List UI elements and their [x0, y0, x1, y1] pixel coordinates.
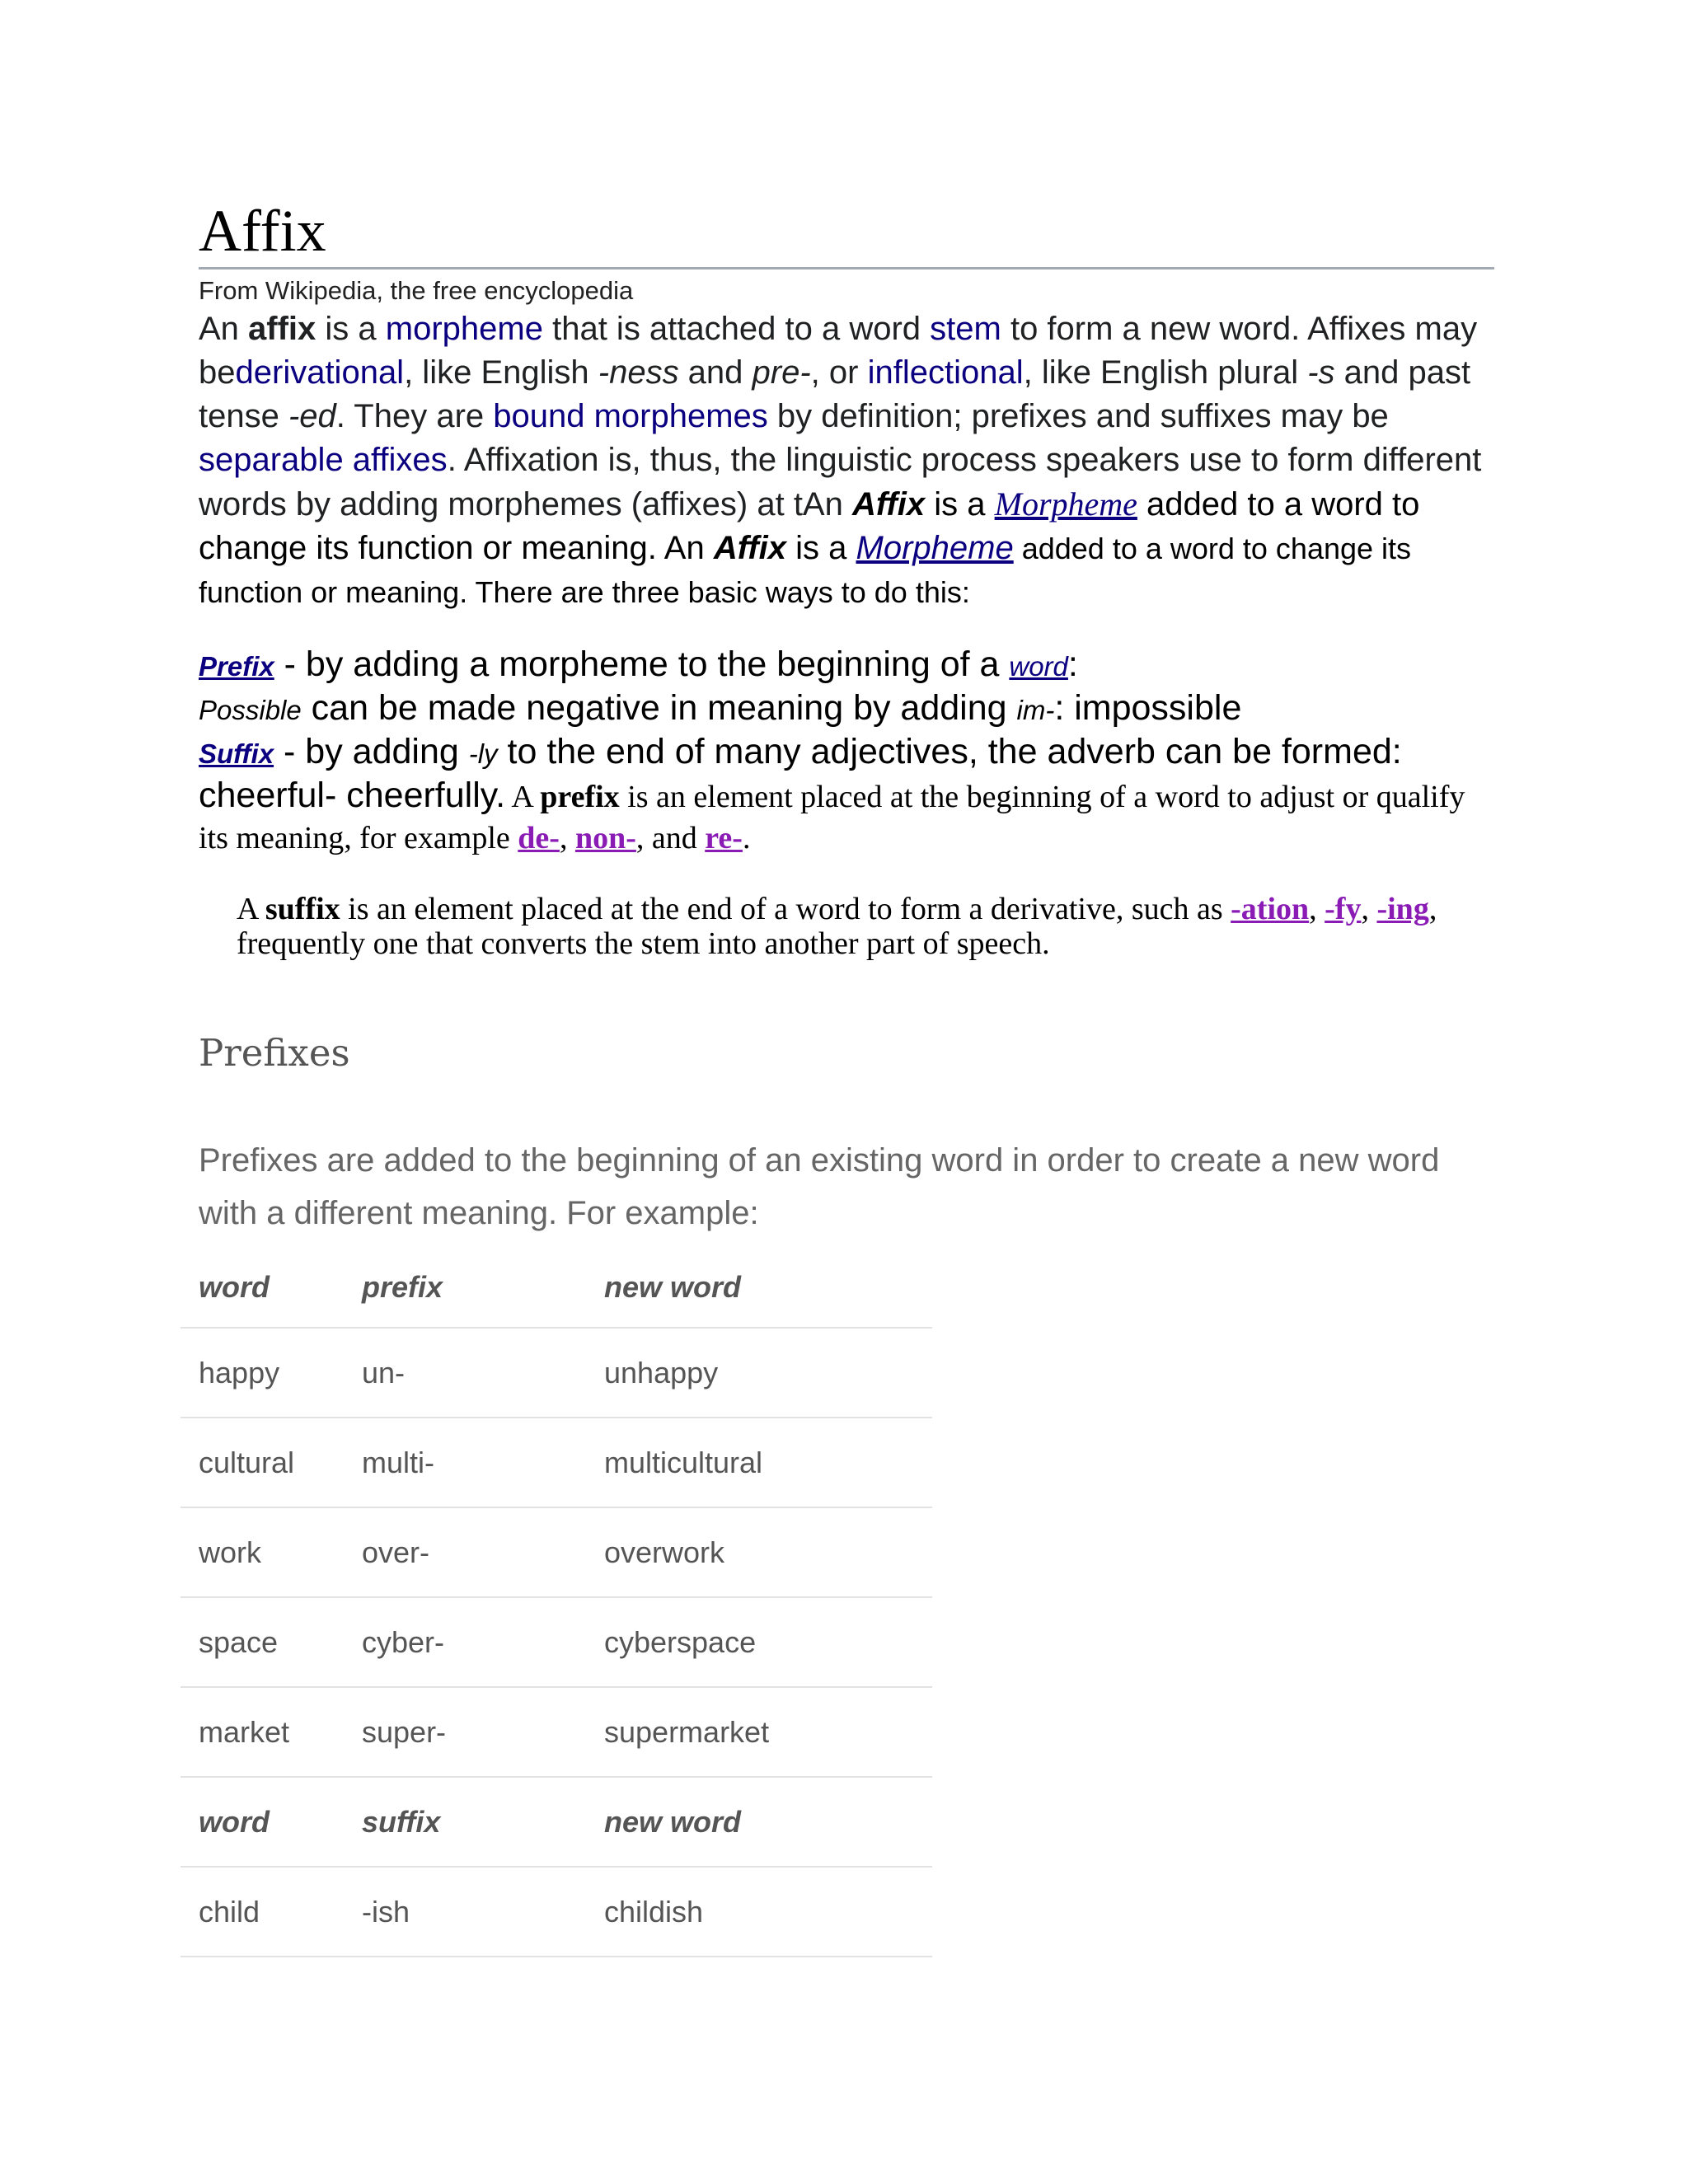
table-cell: child	[181, 1867, 344, 1957]
table-cell: word	[181, 1777, 344, 1867]
link-morpheme-3[interactable]	[856, 530, 1014, 566]
prefix-line-colon: :	[1067, 644, 1078, 684]
link-fy[interactable]: -fy	[1325, 892, 1362, 926]
intro-text: added to a word to change its function or meaning. There are three basic ways to do this:	[199, 532, 1412, 609]
table-cell: multi-	[344, 1418, 586, 1507]
prefix-def-bold: prefix	[540, 780, 620, 814]
table-cell: new word	[586, 1777, 932, 1867]
suffix-def-text: ,	[1309, 892, 1325, 926]
suffix-def-bold: suffix	[265, 892, 340, 926]
suffix-line	[199, 731, 1494, 857]
intro-text: is a	[786, 530, 856, 566]
table-cell: word	[181, 1248, 344, 1328]
tagline: From Wikipedia, the free encyclopedia	[199, 276, 634, 305]
intro-text: added to a word to change its function or meaning. An	[199, 486, 1420, 566]
link-word[interactable]	[1009, 651, 1068, 682]
table-cell: new word	[586, 1248, 932, 1328]
link-prefix[interactable]	[199, 651, 274, 682]
table-cell: unhappy	[586, 1328, 932, 1418]
ly-italic: -ly	[468, 738, 498, 769]
affix-ways	[199, 644, 1494, 857]
table-header-row	[181, 1248, 932, 1328]
possible-italic: Possible	[199, 695, 302, 725]
intro-text: that is attached to a word	[542, 311, 931, 347]
intro-text: to form a new word. Affixes may be	[199, 311, 1478, 391]
link-ation[interactable]: -ation	[1231, 892, 1310, 926]
article	[199, 194, 1494, 1929]
table-cell: multicultural	[586, 1418, 932, 1507]
prefix-def-text: , and	[635, 821, 706, 855]
page-title: Affix	[199, 194, 1494, 269]
intro-text: . Affixation is, thus, the linguistic process speakers use to form different words by adding morphemes (affixes) at tAn	[199, 442, 1482, 523]
intro-text: and past tense	[199, 354, 1471, 434]
link-suffix[interactable]	[199, 738, 274, 769]
link-suffix-label: Suffix	[199, 738, 274, 769]
table-cell: space	[181, 1597, 344, 1687]
table-cell: overwork	[586, 1507, 932, 1597]
prefix-def-text: .	[742, 821, 751, 855]
table-cell: happy	[181, 1328, 344, 1418]
section-heading-prefixes: Prefixes	[199, 1031, 350, 1075]
link-non[interactable]: non-	[574, 821, 636, 855]
intro-text: , like English	[404, 354, 598, 391]
link-morpheme-2[interactable]: Morpheme	[994, 485, 1137, 523]
table-row	[181, 1687, 932, 1777]
link-bound-morphemes[interactable]: bound morphemes	[493, 398, 768, 434]
prefix-def-text: A	[505, 780, 541, 814]
prefix-line-text: - by adding a morpheme to the beginning of a	[274, 644, 1010, 684]
table-cell: -ish	[344, 1867, 586, 1957]
intro-paragraph	[199, 307, 1494, 614]
intro-text: is a	[316, 311, 386, 347]
possible-line-text: can be made negative in meaning by adding	[301, 688, 1017, 728]
table-cell: un-	[344, 1328, 586, 1418]
prefix-def-text: ,	[559, 821, 575, 855]
table-cell: work	[181, 1507, 344, 1597]
intro-text: is a	[925, 486, 995, 523]
link-morpheme-3-label: Morpheme	[856, 530, 1014, 566]
prefixes-lead: Prefixes are added to the beginning of an existing word in order to create a new word with a different meaning. For example:	[199, 1142, 1440, 1231]
prefix-table	[181, 1248, 932, 1957]
table-cell: over-	[344, 1507, 586, 1597]
intro-text: , like English plural	[1023, 354, 1308, 391]
link-word-label: word	[1009, 651, 1068, 682]
intro-bold-italic-affix: Affix	[713, 530, 787, 566]
prefix-line	[199, 644, 1494, 687]
table-cell: market	[181, 1687, 344, 1777]
suffix-def-text: is an element placed at the end of a word to form a derivative, such as	[340, 892, 1231, 926]
intro-bold-italic-affix: Affix	[851, 486, 926, 523]
suffix-line-text: - by adding	[274, 732, 469, 771]
intro-text: . They are	[335, 398, 494, 434]
suffix-definition	[237, 892, 1494, 961]
intro-italic: -ness	[598, 354, 679, 391]
intro-text: , or	[810, 354, 868, 391]
intro-bold-affix: affix	[248, 311, 316, 347]
table-row	[181, 1328, 932, 1418]
link-re[interactable]: re-	[705, 821, 743, 855]
intro-text: by definition; prefixes and suffixes may be	[767, 398, 1389, 434]
table-cell: cyberspace	[586, 1597, 932, 1687]
table-row	[181, 1597, 932, 1687]
intro-italic: -s	[1307, 354, 1335, 391]
link-derivational[interactable]: derivational	[235, 354, 405, 391]
table-cell: cyber-	[344, 1597, 586, 1687]
table-row	[181, 1418, 932, 1507]
intro-text: An	[199, 311, 249, 347]
table-row	[181, 1867, 932, 1957]
link-de[interactable]: de-	[518, 821, 560, 855]
link-prefix-label: Prefix	[199, 651, 274, 682]
im-italic: im-	[1016, 695, 1055, 725]
suffix-def-text: , frequently one that converts the stem into another part of speech.	[237, 892, 1437, 961]
intro-text: and	[678, 354, 753, 391]
link-stem[interactable]: stem	[930, 311, 1001, 347]
suffix-def-text: A	[237, 892, 265, 926]
link-ing[interactable]: -ing	[1376, 892, 1429, 926]
link-inflectional[interactable]: inflectional	[867, 354, 1024, 391]
prefix-def-text: is an element placed at the beginning of a word to adjust or qualify its meaning, for example	[199, 780, 1465, 855]
table-cell: cultural	[181, 1418, 344, 1507]
intro-italic: -ed	[288, 398, 336, 434]
table-cell: prefix	[344, 1248, 586, 1328]
link-separable-affixes[interactable]: separable affixes	[199, 442, 448, 478]
table-row	[181, 1507, 932, 1597]
link-morpheme[interactable]: morpheme	[385, 311, 543, 347]
possible-line	[199, 687, 1494, 731]
table-header-row	[181, 1777, 932, 1867]
intro-italic: pre-	[752, 354, 811, 391]
suffix-def-text: ,	[1361, 892, 1377, 926]
suffix-line-text: to the end of many adjectives, the adverb can be formed: cheerful- cheerfully.	[199, 732, 1402, 815]
possible-line-end: : impossible	[1054, 688, 1242, 728]
table-cell: childish	[586, 1867, 932, 1957]
table-cell: super-	[344, 1687, 586, 1777]
table-cell: supermarket	[586, 1687, 932, 1777]
table-cell: suffix	[344, 1777, 586, 1867]
